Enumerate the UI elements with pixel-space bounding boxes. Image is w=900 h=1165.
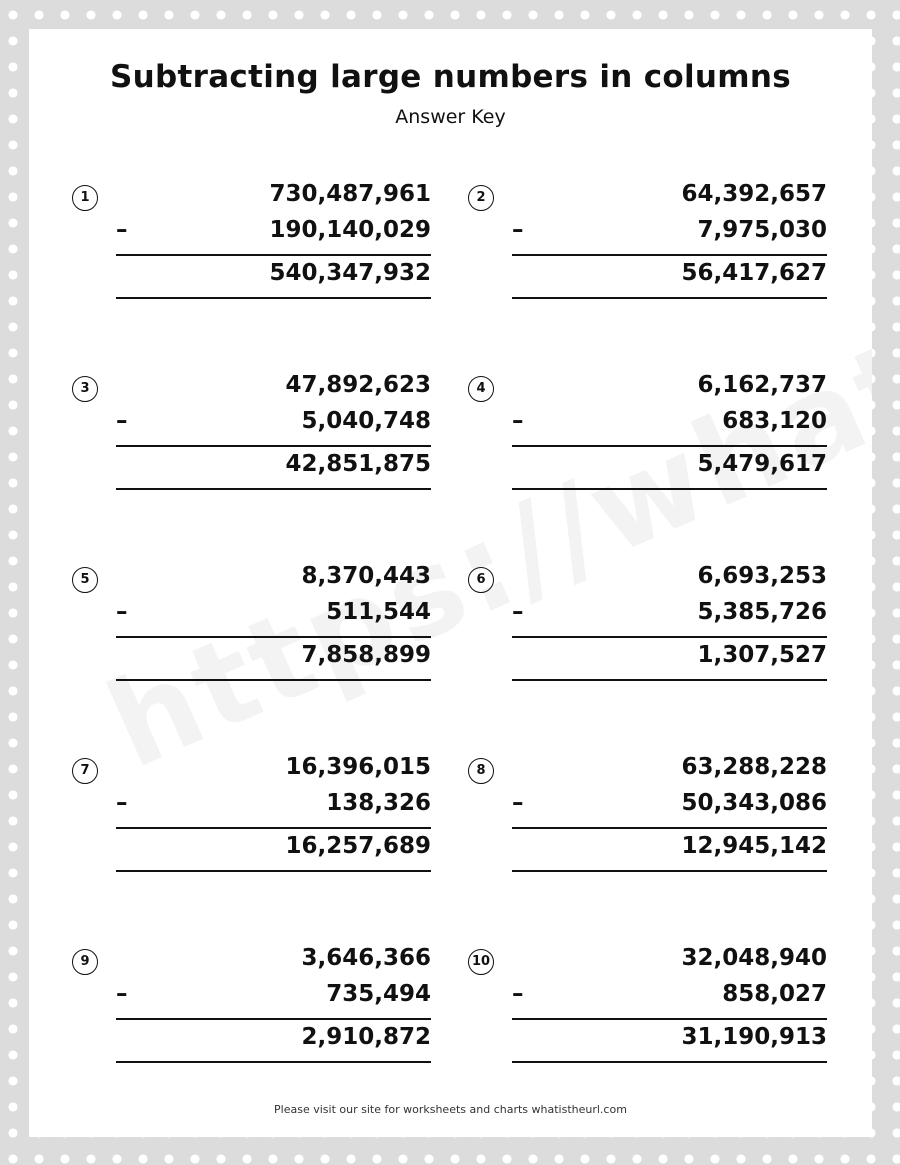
difference-answer: 1,307,527 — [697, 642, 827, 668]
problem-number: 1 — [72, 185, 98, 211]
subtrahend: 858,027 — [722, 981, 827, 1007]
problem-number: 7 — [72, 758, 98, 784]
problem-numbers — [116, 29, 431, 286]
minuend: 63,288,228 — [681, 754, 827, 780]
subtraction-problem — [425, 29, 845, 286]
problem-number: 2 — [468, 185, 494, 211]
minus-sign: – — [512, 981, 524, 1007]
difference-answer: 31,190,913 — [681, 1024, 827, 1050]
difference-answer: 2,910,872 — [301, 1024, 431, 1050]
problem-number: 3 — [72, 376, 98, 402]
difference-answer: 5,479,617 — [697, 451, 827, 477]
problem-numbers — [512, 29, 827, 286]
minus-sign: – — [512, 408, 524, 434]
minus-sign: – — [116, 408, 128, 434]
footer-text: Please visit our site for worksheets and charts whatistheurl.com — [274, 1103, 627, 1116]
minuend: 64,392,657 — [681, 181, 827, 207]
minus-sign: – — [116, 981, 128, 1007]
problem-numbers — [116, 411, 431, 668]
minus-sign: – — [116, 217, 128, 243]
problem-number: 4 — [468, 376, 494, 402]
minus-sign: – — [512, 790, 524, 816]
subtraction-problem — [425, 220, 845, 477]
difference-answer: 540,347,932 — [269, 260, 431, 286]
problem-number: 9 — [72, 949, 98, 975]
subtrahend: 511,544 — [326, 599, 431, 625]
problem-number: 6 — [468, 567, 494, 593]
problem-number: 5 — [72, 567, 98, 593]
difference-answer: 12,945,142 — [681, 833, 827, 859]
subtrahend: 7,975,030 — [697, 217, 827, 243]
minuend: 730,487,961 — [269, 181, 431, 207]
problem-number: 8 — [468, 758, 494, 784]
subtraction-line — [512, 1018, 827, 1020]
problem-numbers — [116, 602, 431, 859]
problem-numbers — [512, 793, 827, 1050]
minuend: 8,370,443 — [301, 563, 431, 589]
problem-numbers — [512, 220, 827, 477]
minus-sign: – — [116, 790, 128, 816]
subtraction-problem — [425, 411, 845, 668]
subtraction-problem — [29, 411, 449, 668]
page-title: Subtracting large numbers in columns — [110, 59, 791, 95]
subtrahend: 5,385,726 — [697, 599, 827, 625]
subtrahend: 5,040,748 — [301, 408, 431, 434]
problem-numbers — [512, 411, 827, 668]
subtrahend: 50,343,086 — [681, 790, 827, 816]
subtraction-problem — [29, 29, 449, 286]
subtraction-problem — [29, 793, 449, 1050]
difference-answer: 56,417,627 — [681, 260, 827, 286]
problem-numbers — [512, 602, 827, 859]
minuend: 3,646,366 — [301, 945, 431, 971]
minuend: 32,048,940 — [681, 945, 827, 971]
difference-answer: 42,851,875 — [285, 451, 431, 477]
minuend: 6,162,737 — [697, 372, 827, 398]
subtrahend: 735,494 — [326, 981, 431, 1007]
answer-underline — [116, 1061, 431, 1063]
subtraction-line — [116, 1018, 431, 1020]
page-subtitle: Answer Key — [395, 106, 506, 128]
subtraction-problem — [425, 793, 845, 1050]
difference-answer: 16,257,689 — [285, 833, 431, 859]
subtraction-problem — [29, 602, 449, 859]
subtraction-problem — [29, 220, 449, 477]
minuend: 16,396,015 — [285, 754, 431, 780]
minuend: 47,892,623 — [285, 372, 431, 398]
minus-sign: – — [512, 217, 524, 243]
subtraction-problem — [425, 602, 845, 859]
subtrahend: 138,326 — [326, 790, 431, 816]
minus-sign: – — [116, 599, 128, 625]
subtrahend: 683,120 — [722, 408, 827, 434]
worksheet-page — [29, 29, 872, 1137]
difference-answer: 7,858,899 — [301, 642, 431, 668]
minuend: 6,693,253 — [697, 563, 827, 589]
problem-numbers — [116, 220, 431, 477]
problem-numbers — [116, 793, 431, 1050]
problem-number: 10 — [468, 949, 494, 975]
answer-underline — [512, 1061, 827, 1063]
minus-sign: – — [512, 599, 524, 625]
subtrahend: 190,140,029 — [269, 217, 431, 243]
